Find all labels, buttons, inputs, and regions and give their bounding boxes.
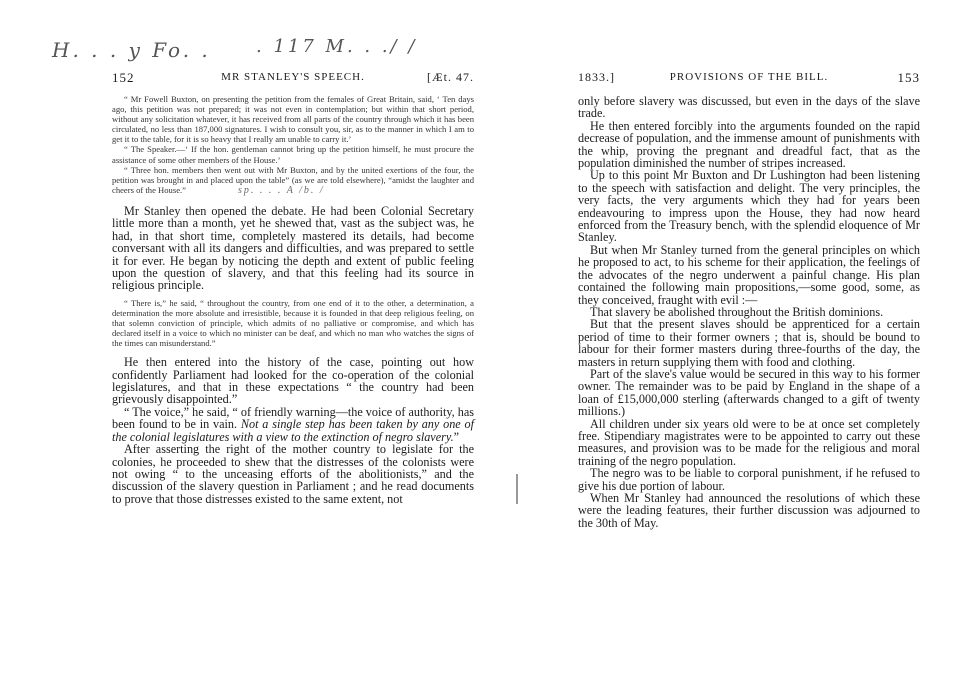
body-text-block [112,205,474,292]
body-paragraph: All children under six years old were to be at once set completely free. Stipendiary magistrates were to be appointed to carry out these measures, and provision was to be made for the religious and moral training of the negro population. [578,416,920,468]
extract-paragraph: “ The Speaker.—‘ If the hon. gentleman cannot bring up the petition himself, he must procure the assistance of some other members of the House.’ [112,144,474,165]
italic-quote: Not a single step has been taken by any one of the colonial legislatures with a view to the extinction of negro slavery. [112,417,475,444]
body-paragraph: After asserting the right of the mother country to legislate for the colonies, he proceeded to shew that the distresses of the colonists were not owing “ to the unceasing efforts of the abolitionists,” and the discussion of the slavery question in Parliament ; and he read documents to prove that those distresses existed to the same extent, not [112,442,474,506]
body-paragraph: Up to this point Mr Buxton and Dr Lushington had been listening to the speech with satisfaction and delight. The very principles, the very facts, the very arguments which they had for years been endeavouring to impress upon the House, they had now heard enforced from the Treasury bench, with the splendid eloquence of Mr Stanley. [578,168,920,245]
right-running-title: PROVISIONS OF THE BILL. [669,71,829,83]
body-paragraph: He then entered into the history of the case, pointing out how confidently Parliament had looked for the co-operation of the colonial legislatures, and that in these expectations “ the country had been grievously disappointed.” [112,355,474,407]
body-paragraph [112,406,474,443]
speech-extract [112,298,474,348]
body-paragraph: But that the present slaves should be apprenticed for a certain period of time to their former owners ; that is, should be bound to labour for their former masters during three-fourths of the day, the masters in return supplying them with food and clothing. [578,317,920,369]
left-page [112,70,474,505]
right-date-tag: 1833.] [578,70,615,84]
body-paragraph: The negro was to be liable to corporal punishment, if he refused to give his due portion of labour. [578,466,920,493]
body-text-block [578,95,920,529]
inline-handwriting: sp. . . . A /b. / [237,184,325,196]
body-paragraph: He then entered forcibly into the arguments founded on the rapid decrease of population, and the immense amount of punishments with the whip, proving the pregnant and dreadful fact, that as the population diminished the number of stripes increased. [578,118,920,171]
handwritten-annotation-right: . 117 M. . ./ / [256,36,418,57]
quote-text: “ The voice,” he said, “ of friendly warning—the voice of authority, has been found to be in vain. [112,404,474,432]
extract-paragraph [112,165,474,196]
body-text-block [112,356,474,505]
left-running-head [112,70,474,88]
extract-paragraph: “ Mr Fowell Buxton, on presenting the petition from the females of Great Britain, said, ‘ Ten days ago, this petition was not prepared; it was not even in contemplation; but within that short period, without any solicitation whatever, it has received from all parts of the country through which it has been circulated, no less than 187,000 signatures. I wish to consult you, sir, as to the manner in which I am to get it to the table, for it is so heavy that I really am unable to carry it.’ [112,94,474,145]
handwritten-annotation-left: H. . . y Fo. . [52,38,211,62]
body-paragraph: But when Mr Stanley turned from the general principles on which he proposed to act, to his scheme for their application, the feelings of the advocates of the negro underwent a painful change. His plan contained the following main propositions,—some good, some, as they conceived, fraught with evil :— [578,242,920,307]
body-paragraph: Part of the slave's value would be secured in this way to his former owner. The remainder was to be paid by England in the shape of a loan of £15,000,000 sterling (afterwards changed to a gift of twenty millions.) [578,366,920,419]
right-page-number: 153 [897,70,920,85]
body-paragraph: When Mr Stanley had announced the resolutions of which these were the leading features, their further discussion was adjourned to the 30th of May. [578,491,920,530]
quote-close: ” [453,429,460,444]
body-paragraph: only before slavery was discussed, but even in the days of the slave trade. [578,94,920,121]
extract-paragraph: “ There is,” he said, “ throughout the country, from one end of it to the other, a determination, a determination the more absolute and irresistible, because it is founded in that deep religious feeling, on that solemn conviction of principle, which admits of no palliative or compromise, and which has declared itself in a voice to which no minister can be deaf, and which no man who watches the signs of the times can misunderstand.” [112,297,474,349]
left-date-tag: [Æt. 47. [427,70,474,84]
left-running-title: MR STANLEY'S SPEECH. [221,71,365,83]
extract-text: “ Three hon. members then went out with Mr Buxton, and by the united exertions of the four, the petition was brought in and placed upon the table” (as we are told elsewhere), “amidst the laughter and cheers of the House.” [112,164,474,195]
gutter-mark [516,474,518,504]
left-page-number: 152 [112,70,135,85]
petition-extract [112,94,474,196]
body-paragraph: Mr Stanley then opened the debate. He had been Colonial Secretary little more than a month, yet he shewed that, vast as the subject was, he had, in that short time, completely mastered its details, had become conversant with all its dangers and difficulties, and was prepared to settle it for ever. He began by noticing the depth and extent of public feeling upon the question of slavery, and that this feeling had its source in religious principle. [112,203,474,293]
right-running-head [578,70,920,88]
body-paragraph: That slavery be abolished throughout the British dominions. [590,304,884,319]
right-page [578,70,920,529]
